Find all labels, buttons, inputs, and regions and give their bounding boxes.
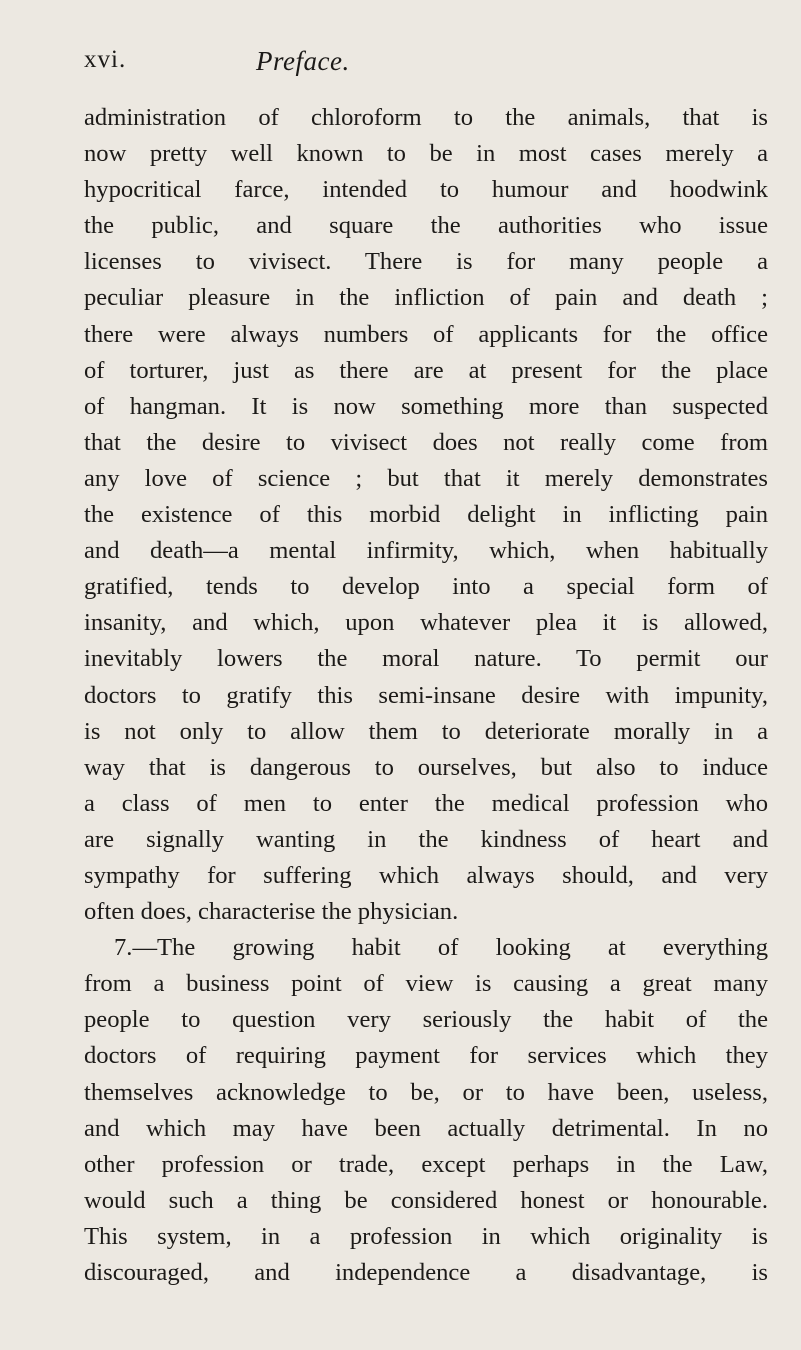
- text-line: administration of chloroform to the animals, that is: [84, 104, 768, 131]
- text-line: hypocritical farce, intended to humour and hoodwink: [84, 176, 768, 204]
- text-line: gratified, tends to develop into a special form of: [84, 573, 768, 601]
- text-line: peculiar pleasure in the infliction of pain and death ;: [84, 284, 768, 312]
- text-line: insanity, and which, upon whatever plea it is allowed,: [84, 609, 768, 637]
- text-line: are signally wanting in the kindness of heart and: [84, 825, 768, 853]
- text-line: from a business point of view is causing a great many: [84, 970, 768, 998]
- text-line: of hangman. It is now something more than suspected: [84, 392, 768, 420]
- text-line: is not only to allow them to deteriorate morally in a: [84, 717, 768, 745]
- text-line: This system, in a profession in which originality is: [84, 1222, 768, 1250]
- text-line: a class of men to enter the medical profession who: [84, 789, 768, 817]
- text-line: sympathy for suffering which always should, and very: [84, 861, 768, 889]
- text-line: licenses to vivisect. There is for many people a: [84, 248, 768, 276]
- running-head: Preface.: [256, 46, 350, 76]
- text-line: now pretty well known to be in most cases merely a: [84, 140, 768, 168]
- text-line: doctors to gratify this semi-insane desire with impunity,: [84, 681, 768, 709]
- text-line: the existence of this morbid delight in inflicting pain: [84, 501, 768, 529]
- page-header: [84, 46, 764, 86]
- text-line: people to question very seriously the habit of the: [84, 1006, 768, 1034]
- page-number: xvi.: [84, 46, 127, 73]
- text-line: doctors of requiring payment for services which they: [84, 1042, 768, 1070]
- text-line: the public, and square the authorities who issue: [84, 212, 768, 240]
- text-line: would such a thing be considered honest or honourable.: [84, 1186, 768, 1214]
- text-line: of torturer, just as there are at present for the place: [84, 356, 768, 384]
- text-line: discouraged, and independence a disadvantage, is: [84, 1259, 768, 1286]
- text-line: themselves acknowledge to be, or to have been, useless,: [84, 1078, 768, 1106]
- text-line: any love of science ; but that it merely demonstrates: [84, 464, 768, 492]
- body-text: [84, 100, 768, 1291]
- paragraph-end-line: often does, characterise the physician.: [84, 898, 459, 926]
- numbered-paragraph-start: 7.—The growing habit of looking at everything: [114, 934, 768, 962]
- text-line: way that is dangerous to ourselves, but also to induce: [84, 753, 768, 781]
- text-line: and which may have been actually detrimental. In no: [84, 1114, 768, 1142]
- text-line: other profession or trade, except perhaps in the Law,: [84, 1150, 768, 1178]
- text-line: that the desire to vivisect does not really come from: [84, 428, 768, 456]
- text-line: and death—a mental infirmity, which, when habitually: [84, 537, 768, 565]
- text-line: there were always numbers of applicants for the office: [84, 320, 768, 348]
- text-line: inevitably lowers the moral nature. To permit our: [84, 645, 768, 673]
